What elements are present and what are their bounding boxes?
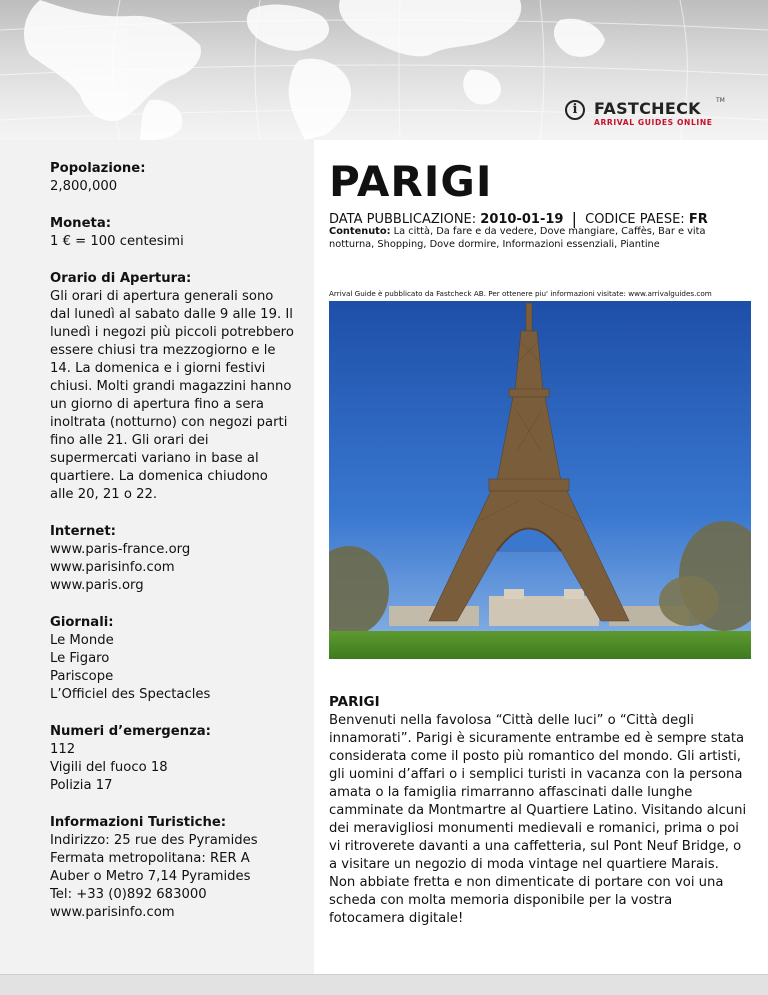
publisher-credit: Arrival Guide è pubblicato da Fastcheck AB. Per ottenere piu' informazioni visitate: www.arrivalguides.com (329, 289, 712, 298)
facts-sidebar (0, 140, 314, 974)
emergenza-item: 112 (50, 742, 76, 757)
fastcheck-logo[interactable] (565, 99, 735, 129)
internet-link[interactable]: www.parisinfo.com (50, 560, 175, 575)
emergenza-item: Polizia 17 (50, 778, 113, 793)
turistiche-item: Indirizzo: 25 rue des Pyramides (50, 833, 258, 848)
popolazione-label: Popolazione: (50, 161, 146, 176)
page-title: PARIGI (329, 157, 493, 206)
pub-date: 2010-01-19 (480, 212, 564, 227)
section-giornali (50, 614, 295, 704)
info-icon: i (565, 100, 585, 120)
giornali-label: Giornali: (50, 615, 114, 630)
turistiche-item: Fermata metropolitana: RER A (50, 851, 250, 866)
section-turistiche (50, 814, 295, 922)
code-value: FR (688, 212, 708, 227)
publication-row (329, 208, 708, 227)
section-orario (50, 270, 295, 504)
section-emergenza (50, 723, 295, 795)
logo-trademark: TM (716, 97, 725, 104)
article-body: Benvenuti nella favolosa “Città delle luci” o “Città degli innamorati”. Parigi è sicuramente entrambe ed è sempre stata considerata come il posto più romantico del mondo. Gli artisti, gli uomini d’affari o i semplici turisti in vacanza con la persona amata o la famiglia rimarranno affascinati dalle lunghe camminate da Montmartre al Quartiere Latino. Visitando alcuni dei meravigliosi monumenti medievali e romanici, prima o poi vi ritroverete davanti a una caffetteria, sul Pont Neuf Bridge, o a visitare un negozio di moda vintage nel quartiere Marais. Non abbiate fretta e non dimenticate di portare con voi una scheda con molta memoria disponibile per la vostra fotocamera digitale! (329, 713, 747, 926)
section-moneta (50, 215, 295, 251)
moneta-value: 1 € = 100 centesimi (50, 234, 184, 249)
eiffel-tower-photo (329, 301, 751, 659)
giornali-item: L’Officiel des Spectacles (50, 687, 211, 702)
pub-label: DATA PUBBLICAZIONE: (329, 212, 477, 227)
orario-label: Orario di Apertura: (50, 271, 192, 286)
orario-text: Gli orari di apertura generali sono dal lunedì al sabato dalle 9 alle 19. Il lunedì i negozi più piccoli potrebbero essere chiusi tra mezzogiorno e le 14. La domenica e i giorni festivi chiusi. Molti grandi magazzini hanno un giorno di apertura fino a sera inoltrata (notturno) con negozi parti fino alle 21. Gli orari dei supermercati variano in base al quartiere. La domenica chiudono alle 20, 21 o 22. (50, 289, 294, 502)
footer-bar (0, 974, 768, 995)
code-label: CODICE PAESE: (585, 212, 685, 227)
divider: | (571, 209, 577, 228)
turistiche-label: Informazioni Turistiche: (50, 815, 227, 830)
emergenza-item: Vigili del fuoco 18 (50, 760, 168, 775)
turistiche-item: Tel: +33 (0)892 683000 (50, 887, 207, 902)
internet-link[interactable]: www.paris-france.org (50, 542, 191, 557)
popolazione-value: 2,800,000 (50, 179, 118, 194)
article-title: PARIGI (329, 694, 380, 710)
internet-link[interactable]: www.paris.org (50, 578, 144, 593)
giornali-item: Le Monde (50, 633, 114, 648)
contents-line (329, 226, 739, 251)
contenuto-label: Contenuto: (329, 226, 391, 237)
giornali-item: Pariscope (50, 669, 114, 684)
header-banner (0, 0, 768, 140)
giornali-item: Le Figaro (50, 651, 110, 666)
logo-tagline: ARRIVAL GUIDES ONLINE (594, 118, 713, 127)
contenuto-text: La città, Da fare e da vedere, Dove mangiare, Caffès, Bar e vita notturna, Shopping, Dove dormire, Informazioni essenziali, Piantine (329, 226, 706, 250)
section-internet (50, 523, 295, 595)
turistiche-item: Auber o Metro 7,14 Pyramides (50, 869, 251, 884)
emergenza-label: Numeri d’emergenza: (50, 724, 211, 739)
turistiche-link[interactable]: www.parisinfo.com (50, 905, 175, 920)
internet-label: Internet: (50, 524, 116, 539)
moneta-label: Moneta: (50, 216, 111, 231)
logo-name: FASTCHECK (594, 99, 701, 118)
section-popolazione (50, 160, 295, 196)
